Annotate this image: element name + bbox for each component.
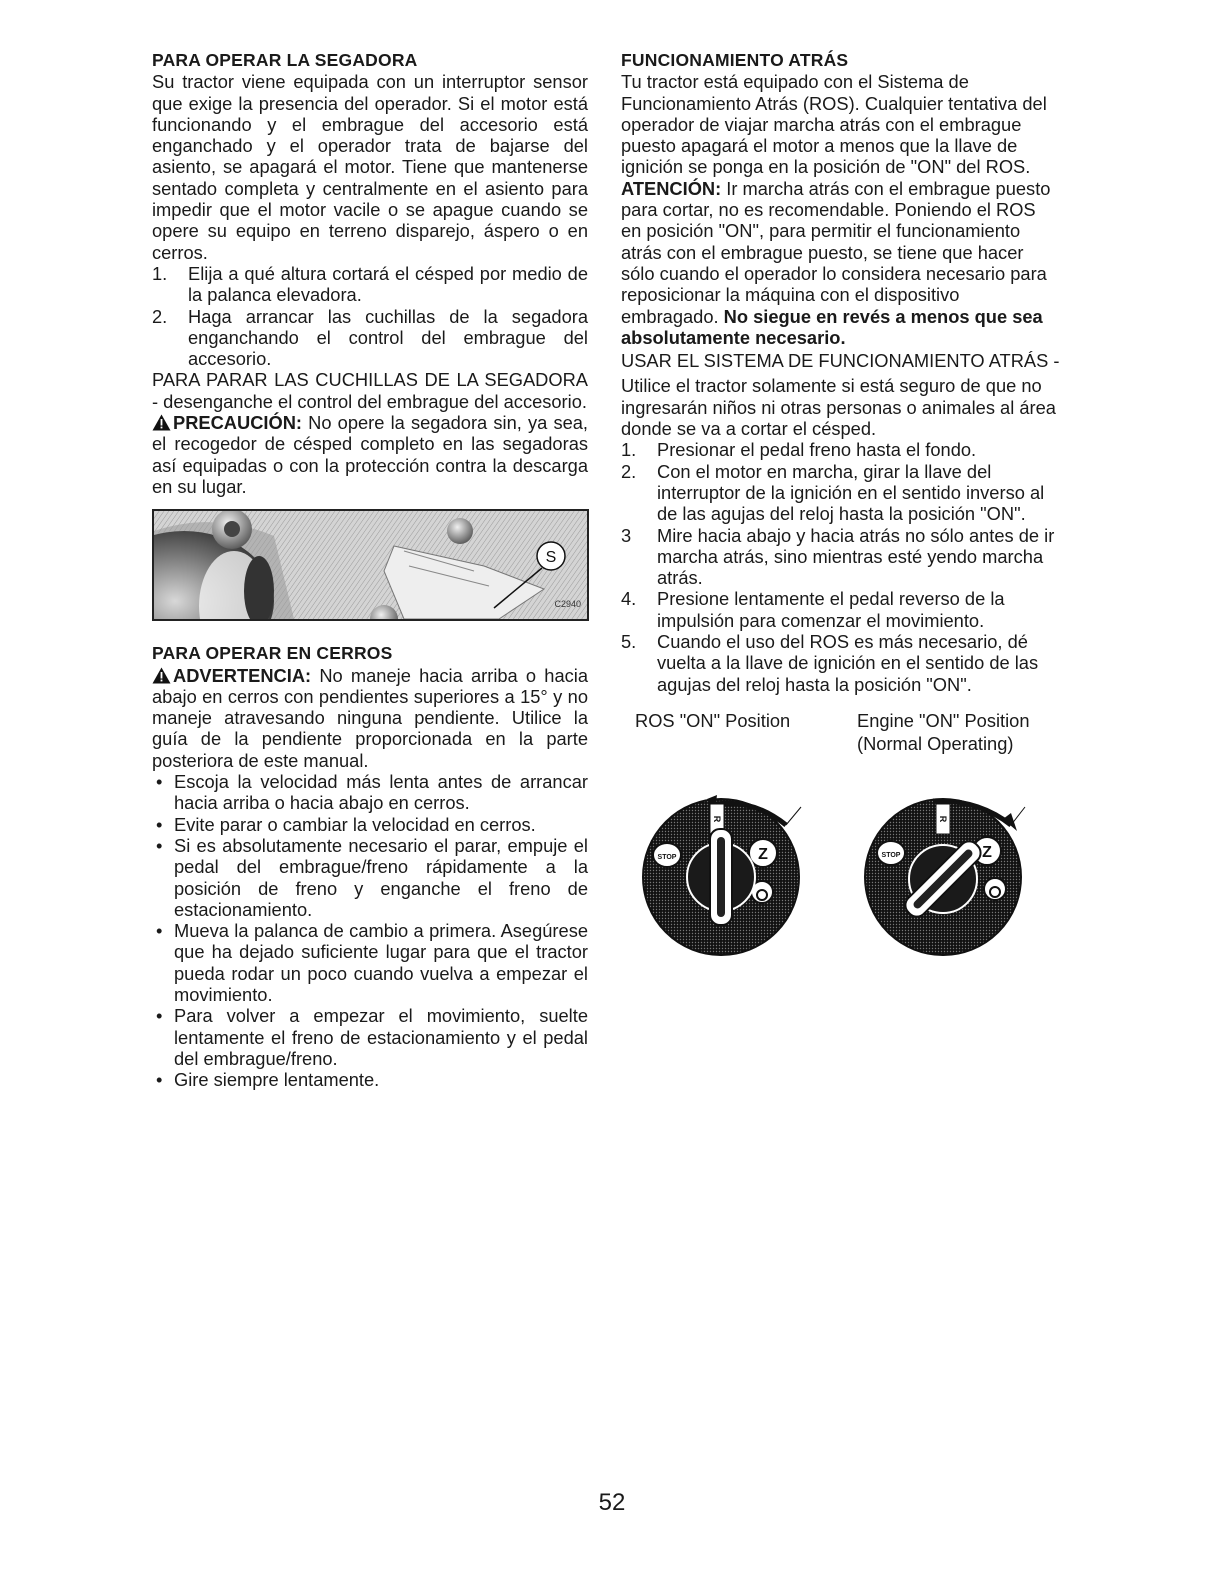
step-number: 5. <box>621 631 637 653</box>
step-number: 1. <box>621 439 637 461</box>
list-item <box>152 306 588 370</box>
svg-text:R: R <box>938 815 948 823</box>
warning-label: ADVERTENCIA: <box>173 664 312 686</box>
list-item: • Mueva la palanca de cambio a primera. Asegúrese que ha dejado suficiente lugar para que el tractor pueda rodar un poco cuando vuelva a empezar el movimiento. <box>156 920 588 1005</box>
step-text: Haga arrancar las cuchillas de la segadora enganchando el control del embrague del accesorio. <box>188 305 588 370</box>
list-item: • Si es absolutamente necesario el parar, empuje el pedal del embrague/freno rápidamente a la posición de freno y enganche el freno de estacionamiento. <box>156 834 588 920</box>
svg-text:Z: Z <box>758 845 768 863</box>
step-number: 4. <box>621 588 637 610</box>
bullet-text: Si es absolutamente necesario el parar, empuje el pedal del embrague/freno rápidamente a la posición de freno y enganche el freno de estacionamiento. <box>174 834 588 920</box>
list-item: • Gire siempre lentamente. <box>156 1069 380 1091</box>
mower-discharge-figure <box>152 509 589 621</box>
figure-code: C2940 <box>554 598 581 609</box>
ros-on-key-diagram <box>631 767 821 957</box>
list-item: • Para volver a empezar el movimiento, suelte lentamente el freno de estacionamiento y el pedal del embrague/freno. <box>156 1005 588 1069</box>
step-number: 2. <box>152 305 168 327</box>
engine-on-key-diagram <box>853 767 1043 957</box>
step-text: Elija a qué altura cortará el césped por medio de la palanca elevadora. <box>188 262 588 306</box>
caution-label: PRECAUCIÓN: <box>173 412 302 434</box>
attention-text: Ir marcha atrás con el embrague puesto para cortar, no es recomendable. Poniendo el ROS en posición "ON", para permitir el funcionamiento atrás con el embrague puesto, se tiene que hacer sólo cuando el operador lo considera necesario para reposicionar la máquina con el dispositivo embragado. <box>621 177 1051 327</box>
hill-tips-list <box>152 771 588 1090</box>
section-title-operate-mower: PARA OPERAR LA SEGADORA <box>152 50 418 70</box>
step-text: Presionar el pedal freno hasta el fondo. <box>657 439 977 461</box>
step-text: Presione lentamente el pedal reverso de la impulsión para comenzar el movimiento. <box>657 588 1005 631</box>
use-ros-heading: USAR EL SISTEMA DE FUNCIONAMIENTO ATRÁS - <box>621 350 1060 372</box>
warning-text: No maneje hacia arriba o hacia abajo en cerros con pendientes superiores a 15° y no maneje atravesando ninguna pendiente. Utilice la guía de la pendiente proporcionada en la parte posteriora de este manual. <box>152 664 588 771</box>
step-number: 1. <box>152 262 168 284</box>
stop-blades-text: PARA PARAR LAS CUCHILLAS DE LA SEGADORA - desenganche el control del embrague del accesorio. <box>152 369 588 412</box>
page-number: 52 <box>598 1489 626 1516</box>
reverse-intro: Tu tractor está equipado con el Sistema de Funcionamiento Atrás (ROS). Cualquier tentativa del operador de viajar marcha atrás con el embrague puesto apagará el motor a menos que la llave de ignición se ponga en la posición de "ON" del ROS. <box>621 71 1047 178</box>
bullet-text: Para volver a empezar el movimiento, suelte lentamente el freno de estacionamiento y el pedal del embrague/freno. <box>174 1005 588 1069</box>
step-text: Cuando el uso del ROS es más necesario, dé vuelta a la llave de ignición en el sentido de las agujas del reloj hasta la posición "ON". <box>657 631 1039 695</box>
step-text: Con el motor en marcha, girar la llave del interruptor de la ignición en el sentido inverso al de las agujas del reloj hasta la posición "ON". <box>657 460 1045 525</box>
svg-text:Z: Z <box>982 843 992 861</box>
stop-label: STOP <box>881 851 901 859</box>
right-column <box>621 50 1061 967</box>
step-text: Mire hacia abajo y hacia atrás no sólo antes de ir marcha atrás, sino mientras esté yendo marcha atrás. <box>657 524 1055 589</box>
operate-mower-intro: Su tractor viene equipada con un interruptor sensor que exige la presencia del operador. Si el motor está funcionando y el embrague del accesorio está enganchado y el operador trata de bajarse del asiento, se apagará el motor. Tiene que mantenerse sentado completa y centralmente en el asiento para impedir que el motor vacile o se apague cuando se opere su equipo en terreno disparejo, áspero o en cerros. <box>152 71 588 263</box>
bullet-text: Evite parar o cambiar la velocidad en cerros. <box>174 813 536 835</box>
list-item <box>621 439 1061 460</box>
bullet-text: Mueva la palanca de cambio a primera. Asegúrese que ha dejado suficiente lugar para que el tractor pueda rodar un poco cuando vuelva a empezar el movimiento. <box>174 920 588 1005</box>
list-item: • Escoja la velocidad más lenta antes de arrancar hacia arriba o hacia abajo en cerros. <box>156 771 588 814</box>
ignition-key-diagrams <box>621 707 1061 967</box>
ros-steps-list <box>621 439 1061 695</box>
left-column <box>152 50 588 1090</box>
stop-label: STOP <box>657 853 677 861</box>
bullet-text: Gire siempre lentamente. <box>174 1069 380 1091</box>
caution-text: No opere la segadora sin, ya sea, el recogedor de césped completo en las segadoras así equipadas o con la protección contra la descarga en su lugar. <box>152 412 588 497</box>
warning-triangle-icon <box>152 667 171 684</box>
mower-discharge-illustration <box>154 511 587 619</box>
attention-paragraph <box>621 178 1061 348</box>
normal-operating-label: (Normal Operating) <box>857 732 1014 754</box>
attention-bold-text: No siegue en revés a menos que sea absolutamente necesario. <box>621 305 1043 348</box>
warning-paragraph <box>152 665 588 771</box>
attention-label: ATENCIÓN: <box>621 177 722 199</box>
list-item <box>152 263 588 306</box>
step-number: 3 <box>621 524 632 546</box>
figure-callout-label: S <box>545 549 557 567</box>
svg-text:R: R <box>712 815 722 823</box>
list-item <box>621 588 1061 631</box>
warning-triangle-icon <box>152 414 171 431</box>
list-item <box>621 631 1061 695</box>
ros-on-position-label: ROS "ON" Position <box>635 709 791 731</box>
list-item: • Evite parar o cambiar la velocidad en cerros. <box>156 813 536 835</box>
caution-paragraph <box>152 412 588 497</box>
step-number: 2. <box>621 460 637 482</box>
bullet-text: Escoja la velocidad más lenta antes de arrancar hacia arriba o hacia abajo en cerros. <box>174 771 588 814</box>
list-item <box>621 461 1061 525</box>
list-item <box>621 525 1061 589</box>
engine-on-position-label: Engine "ON" Position <box>857 709 1030 731</box>
use-ros-body: Utilice el tractor solamente si está seguro de que no ingresarán niños ni otras personas o animales al área donde se va a cortar el césped. <box>621 375 1056 440</box>
section-title-reverse: FUNCIONAMIENTO ATRÁS <box>621 50 849 70</box>
section-title-hills: PARA OPERAR EN CERROS <box>152 643 393 664</box>
mower-steps-list <box>152 263 588 369</box>
